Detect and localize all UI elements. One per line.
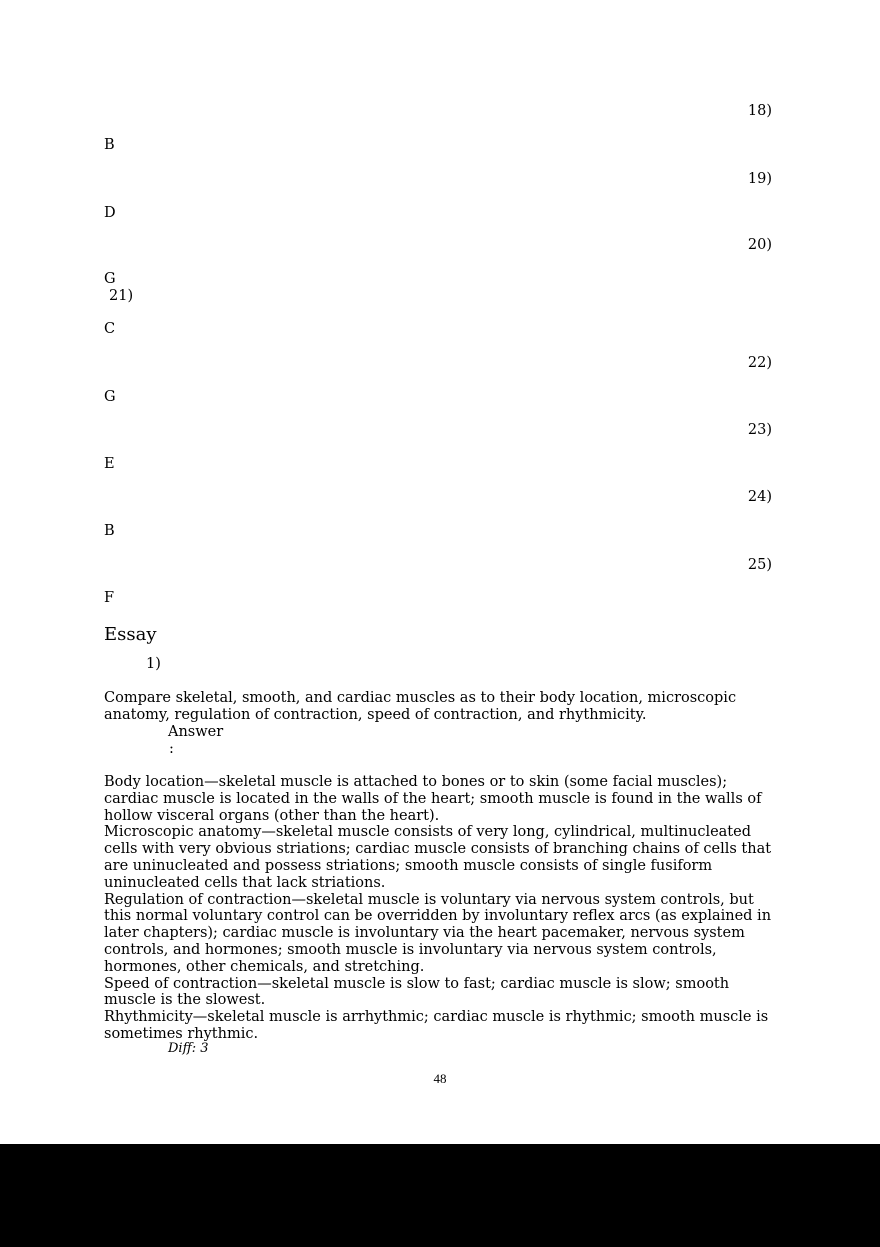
answer-23: E [104,456,115,472]
answer-25: F [104,590,115,606]
question-number-24: 24) [747,489,772,505]
answer-paragraph-speed: Speed of contraction—skeletal muscle is slow to fast; cardiac muscle is slow; smooth muscle is the slowest. [104,975,730,1009]
answer-paragraph-regulation: Regulation of contraction—skeletal muscle is voluntary via nervous system controls, but this normal voluntary control can be overridden by involuntary reflex arcs (as explained in later chapters); cardiac muscle is involuntary via the heart pacemaker, nervous system controls, and hormones; smooth muscle is involuntary via nervous system controls, hormones, other chemicals, and stretching. [104,891,772,975]
essay-question-text: Compare skeletal, smooth, and cardiac muscles as to their body location, microscopic anatomy, regulation of contraction, speed of contraction, and rhythmicity. [104,690,737,723]
question-number-23: 23) [747,422,772,438]
answer-24: B [104,523,115,539]
page-number: 48 [433,1071,447,1086]
question-number-21: 21) [109,288,134,304]
answer-paragraph-body-location: Body location—skeletal muscle is attached to bones or to skin (some facial muscles); cardiac muscle is located in the walls of the heart; smooth muscle is found in the walls of hollow visceral organs (other than the heart). [104,774,762,824]
answer-18: B [104,137,115,153]
essay-answer [104,774,774,1043]
answer-label-colon: : [169,741,174,757]
answer-19: D [104,205,116,221]
section-heading-essay: Essay [104,624,157,645]
question-number-22: 22) [747,355,772,371]
question-number-25: 25) [747,557,772,573]
answer-22: G [104,389,116,405]
difficulty-label: Diff: 3 [168,1041,209,1056]
answer-20: G [104,271,116,287]
essay-question-number: 1) [146,656,161,672]
question-number-20: 20) [747,237,772,253]
answer-paragraph-rhythmicity: Rhythmicity—skeletal muscle is arrhythmic; cardiac muscle is rhythmic; smooth muscle is sometimes rhythmic. [104,1009,769,1042]
answer-paragraph-microscopic-anatomy: Microscopic anatomy—skeletal muscle consists of very long, cylindrical, multinucleated cells with very obvious striations; cardiac muscle consists of branching chains of cells that are uninucleated and possess striations; smooth muscle consists of single fusiform uninucleated cells that lack striations. [104,824,772,891]
answer-label: Answer [168,724,224,740]
question-number-18: 18) [747,103,772,119]
question-number-19: 19) [747,171,772,187]
answer-21: C [104,321,116,337]
